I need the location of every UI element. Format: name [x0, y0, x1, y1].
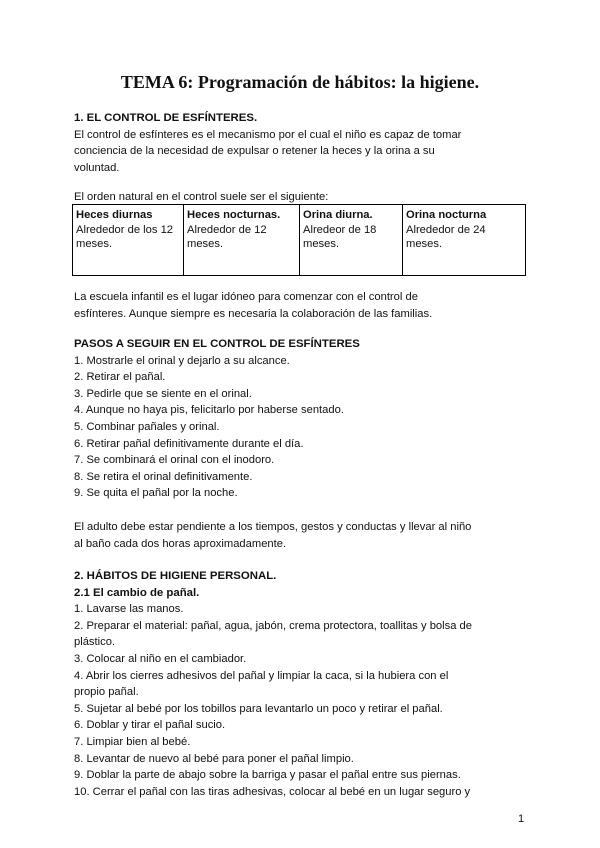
list-item: plástico. [74, 636, 116, 649]
paragraph-line: La escuela infantil es el lugar idóneo para comenzar con el control de [74, 291, 418, 303]
list-item: 5. Combinar pañales y orinal. [74, 420, 220, 433]
section-1 [74, 110, 534, 176]
list-item: propio pañal. [74, 686, 139, 699]
cell-title: Heces diurnas [76, 209, 153, 221]
table-cell [403, 205, 526, 276]
table-cell [300, 205, 403, 276]
list-item: 3. Pedirle que se siente en el orinal. [74, 387, 252, 400]
list-item: 3. Colocar al niño en el cambiador. [74, 652, 247, 665]
paragraph-line: El adulto debe estar pendiente a los tiempos, gestos y conductas y llevar al niño [74, 521, 472, 533]
paragraph-line: voluntad. [74, 161, 120, 174]
cell-text: Alredeor de 18 meses. [303, 223, 377, 251]
table-cell [73, 205, 184, 276]
paragraph-line: El control de esfínteres es el mecanismo por el cual el niño es capaz de tomar [74, 128, 462, 141]
cell-text: Alrededor de 12 meses. [187, 223, 267, 251]
list-item: 7. Limpiar bien al bebé. [74, 735, 191, 748]
cell-text: Alrededor de 24 meses. [406, 223, 486, 251]
section-2-heading: 2. HÁBITOS DE HIGIENE PERSONAL. [74, 570, 277, 582]
list-item: 2. Preparar el material: pañal, agua, jabón, crema protectora, toallitas y bolsa de [74, 619, 472, 632]
cell-title: Heces nocturnas. [187, 209, 281, 221]
list-item: 8. Levantar de nuevo al bebé para poner el pañal limpio. [74, 752, 354, 765]
section-2 [74, 568, 534, 800]
list-item: 8. Se retira el orinal definitivamente. [74, 470, 253, 483]
list-item: 10. Cerrar el pañal con las tiras adhesivas, colocar al bebé en un lugar seguro y [74, 785, 471, 798]
page-title: TEMA 6: Programación de hábitos: la higiene. [120, 72, 480, 92]
school-paragraph [74, 289, 534, 322]
paragraph-line: El orden natural en el control suele ser el siguiente: [74, 191, 329, 203]
list-item: 7. Se combinará el orinal con el inodoro. [74, 454, 275, 467]
list-item: 6. Retirar pañal definitivamente durante el día. [74, 437, 304, 450]
list-item: 1. Lavarse las manos. [74, 603, 184, 616]
paragraph-line: conciencia de la necesidad de expulsar o retener la heces y la orina a su [74, 145, 435, 158]
list-item: 4. Abrir los cierres adhesivos del pañal y limpiar la caca, si la hubiera con el [74, 669, 449, 682]
list-item: 4. Aunque no haya pis, felicitarlo por haberse sentado. [74, 404, 344, 417]
paragraph-line: al baño cada dos horas aproximadamente. [74, 537, 287, 550]
section-1-heading: 1. EL CONTROL DE ESFÍNTERES. [74, 112, 258, 124]
steps-section [74, 336, 534, 502]
paragraph-line: esfínteres. Aunque siempre es necesaria la colaboración de las familias. [74, 307, 433, 320]
list-item: 9. Doblar la parte de abajo sobre la barriga y pasar el pañal entre sus piernas. [74, 769, 461, 782]
list-item: 2. Retirar el pañal. [74, 371, 166, 384]
adult-paragraph [74, 519, 534, 552]
list-item: 5. Sujetar al bebé por los tobillos para levantarlo un poco y retirar el pañal. [74, 702, 443, 715]
cell-title: Orina diurna. [303, 209, 373, 221]
list-item: 6. Doblar y tirar el pañal sucio. [74, 719, 226, 732]
page-number: 1 [518, 813, 525, 825]
cell-title: Orina nocturna [406, 209, 487, 221]
steps-heading: PASOS A SEGUIR EN EL CONTROL DE ESFÍNTERES [74, 338, 360, 350]
cell-text: Alrededor de los 12 meses. [76, 223, 174, 251]
control-order-table [72, 204, 526, 276]
table-cell [184, 205, 300, 276]
list-item: 9. Se quita el pañal por la noche. [74, 487, 238, 500]
list-item: 1. Mostrarle el orinal y dejarlo a su alcance. [74, 354, 290, 367]
section-2-subheading: 2.1 El cambio de pañal. [74, 586, 200, 599]
